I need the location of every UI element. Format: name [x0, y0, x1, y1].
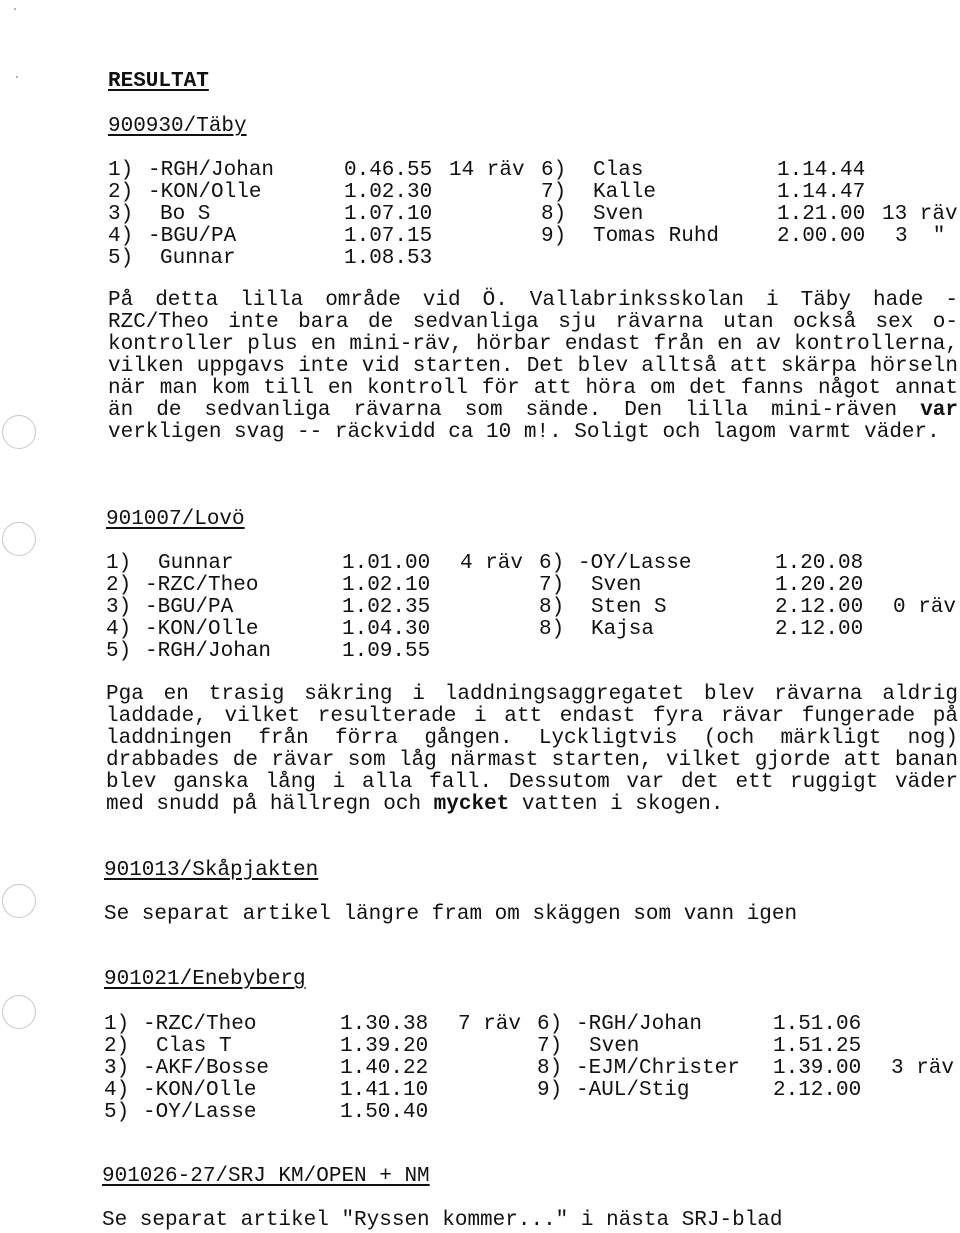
result-name: -KON/Olle — [143, 1079, 257, 1102]
result-note: 3 " — [895, 225, 946, 248]
result-pos: 8) — [537, 1057, 563, 1080]
result-time: 1.02.30 — [344, 181, 433, 204]
result-pos: 4) — [106, 618, 132, 641]
result-pos: 1) — [108, 159, 134, 182]
result-name: -AKF/Bosse — [143, 1057, 270, 1080]
result-time: 1.07.10 — [344, 203, 433, 226]
result-pos: 7) — [537, 1035, 563, 1058]
result-pos: 1) — [106, 552, 132, 575]
result-pos: 2) — [104, 1035, 130, 1058]
result-name: Kajsa — [591, 618, 655, 641]
section-note: Se separat artikel "Ryssen kommer..." i nästa SRJ-blad — [102, 1209, 783, 1232]
result-time: 2.12.00 — [773, 1079, 862, 1102]
result-pos: 8) — [539, 596, 565, 619]
page-title: RESULTAT — [108, 70, 209, 93]
result-pos: 9) — [537, 1079, 563, 1102]
result-pos: 6) — [539, 552, 565, 575]
result-note: 7 räv — [458, 1013, 522, 1036]
result-time: 1.07.15 — [344, 225, 433, 248]
result-pos: 5) — [106, 640, 132, 663]
result-note: 4 räv — [460, 552, 524, 575]
result-time: 1.50.40 — [340, 1101, 429, 1124]
result-time: 1.04.30 — [342, 618, 431, 641]
result-pos: 5) — [104, 1101, 130, 1124]
result-name: Gunnar — [160, 247, 236, 270]
result-name: -RGH/Johan — [148, 159, 275, 182]
result-name: -RZC/Theo — [143, 1013, 257, 1036]
result-time: 1.51.25 — [773, 1035, 862, 1058]
result-pos: 4) — [104, 1079, 130, 1102]
result-time: 1.02.35 — [342, 596, 431, 619]
result-time: 2.12.00 — [775, 596, 864, 619]
result-note: 0 räv — [893, 596, 957, 619]
result-name: -OY/Lasse — [143, 1101, 257, 1124]
section-title: 901013/Skåpjakten — [104, 859, 319, 882]
text-run-bold: mycket — [433, 793, 510, 816]
result-name: Sten S — [591, 596, 667, 619]
result-name: Clas — [593, 159, 644, 182]
punch-hole — [2, 522, 36, 556]
result-time: 1.20.20 — [775, 574, 864, 597]
result-time: 1.02.10 — [342, 574, 431, 597]
text-run-bold: var — [920, 399, 958, 422]
result-pos: 8) — [541, 203, 567, 226]
result-time: 1.14.44 — [777, 159, 866, 182]
result-pos: 3) — [104, 1057, 130, 1080]
result-name: -RGH/Johan — [145, 640, 272, 663]
result-name: Bo S — [160, 203, 211, 226]
result-name: -RZC/Theo — [145, 574, 259, 597]
punch-hole — [2, 415, 36, 449]
result-name: Gunnar — [158, 552, 234, 575]
section-title: 900930/Täby — [108, 115, 247, 138]
punch-hole — [2, 884, 36, 918]
result-note: 13 räv — [882, 203, 958, 226]
result-pos: 1) — [104, 1013, 130, 1036]
result-time: 1.40.22 — [340, 1057, 429, 1080]
result-name: -KON/Olle — [148, 181, 262, 204]
section-title: 901021/Enebyberg — [104, 968, 306, 991]
result-pos: 2) — [108, 181, 134, 204]
result-pos: 8) — [539, 618, 565, 641]
result-name: -AUL/Stig — [576, 1079, 690, 1102]
section-title: 901026-27/SRJ KM/OPEN + NM — [102, 1165, 430, 1188]
result-name: -EJM/Christer — [576, 1057, 740, 1080]
result-pos: 5) — [108, 247, 134, 270]
result-pos: 3) — [106, 596, 132, 619]
result-pos: 3) — [108, 203, 134, 226]
result-name: Kalle — [593, 181, 657, 204]
result-name: Sven — [589, 1035, 640, 1058]
result-time: 1.01.00 — [342, 552, 431, 575]
text-run: På detta lilla område vid Ö. Vallabrinksskolan i Täby hade -RZC/Theo inte bara de sedvanliga sju rävarna utan också sex o-kontroller plus en mini-räv, hörbar endast från en av kontrollerna, vilken uppgavs inte vid starten. Det blev alltså att skärpa hörseln när man kom till en kontroll för att höra om det fanns något annat än de sedvanliga rävarna som sände. Den lilla mini-räven — [108, 289, 958, 422]
result-time: 1.20.08 — [775, 552, 864, 575]
result-time: 1.21.00 — [777, 203, 866, 226]
result-note: 14 räv — [449, 159, 525, 182]
result-pos: 7) — [539, 574, 565, 597]
scan-speck — [14, 8, 16, 10]
result-time: 1.14.47 — [777, 181, 866, 204]
section-note: Se separat artikel längre fram om skäggen som vann igen — [104, 903, 798, 926]
result-time: 1.08.53 — [344, 247, 433, 270]
result-name: -RGH/Johan — [576, 1013, 703, 1036]
result-name: Tomas Ruhd — [593, 225, 720, 248]
result-pos: 6) — [537, 1013, 563, 1036]
result-name: Sven — [593, 203, 644, 226]
race-description — [106, 684, 958, 816]
result-pos: 4) — [108, 225, 134, 248]
text-run: Pga en trasig säkring i laddningsaggregatet blev rävarna aldrig laddade, vilket resulterade i att endast fyra rävar fungerade på laddningen från förra gången. Lyckligtvis (och märkligt nog) drabbades de rävar som låg närmast starten, vilket gjorde att banan blev ganska lång i alla fall. Dessutom var det ett ruggigt väder med snudd på hällregn och — [106, 683, 958, 816]
result-pos: 9) — [541, 225, 567, 248]
result-time: 1.39.20 — [340, 1035, 429, 1058]
result-time: 2.00.00 — [777, 225, 866, 248]
result-time: 2.12.00 — [775, 618, 864, 641]
result-note: 3 räv — [891, 1057, 955, 1080]
result-time: 1.39.00 — [773, 1057, 862, 1080]
result-pos: 6) — [541, 159, 567, 182]
result-name: -BGU/PA — [145, 596, 234, 619]
result-name: -BGU/PA — [148, 225, 237, 248]
scan-speck — [16, 76, 18, 78]
result-name: -KON/Olle — [145, 618, 259, 641]
result-time: 0.46.55 — [344, 159, 433, 182]
text-run: verkligen svag -- räckvidd ca 10 m!. Soligt och lagom varmt väder. — [108, 421, 940, 444]
section-title: 901007/Lovö — [106, 508, 245, 531]
punch-hole — [2, 995, 36, 1029]
text-run: vatten i skogen. — [509, 793, 724, 816]
result-name: -OY/Lasse — [578, 552, 692, 575]
result-time: 1.09.55 — [342, 640, 431, 663]
result-pos: 7) — [541, 181, 567, 204]
result-time: 1.51.06 — [773, 1013, 862, 1036]
result-pos: 2) — [106, 574, 132, 597]
race-description — [108, 290, 958, 444]
result-name: Sven — [591, 574, 642, 597]
result-time: 1.30.38 — [340, 1013, 429, 1036]
result-name: Clas T — [156, 1035, 232, 1058]
result-time: 1.41.10 — [340, 1079, 429, 1102]
